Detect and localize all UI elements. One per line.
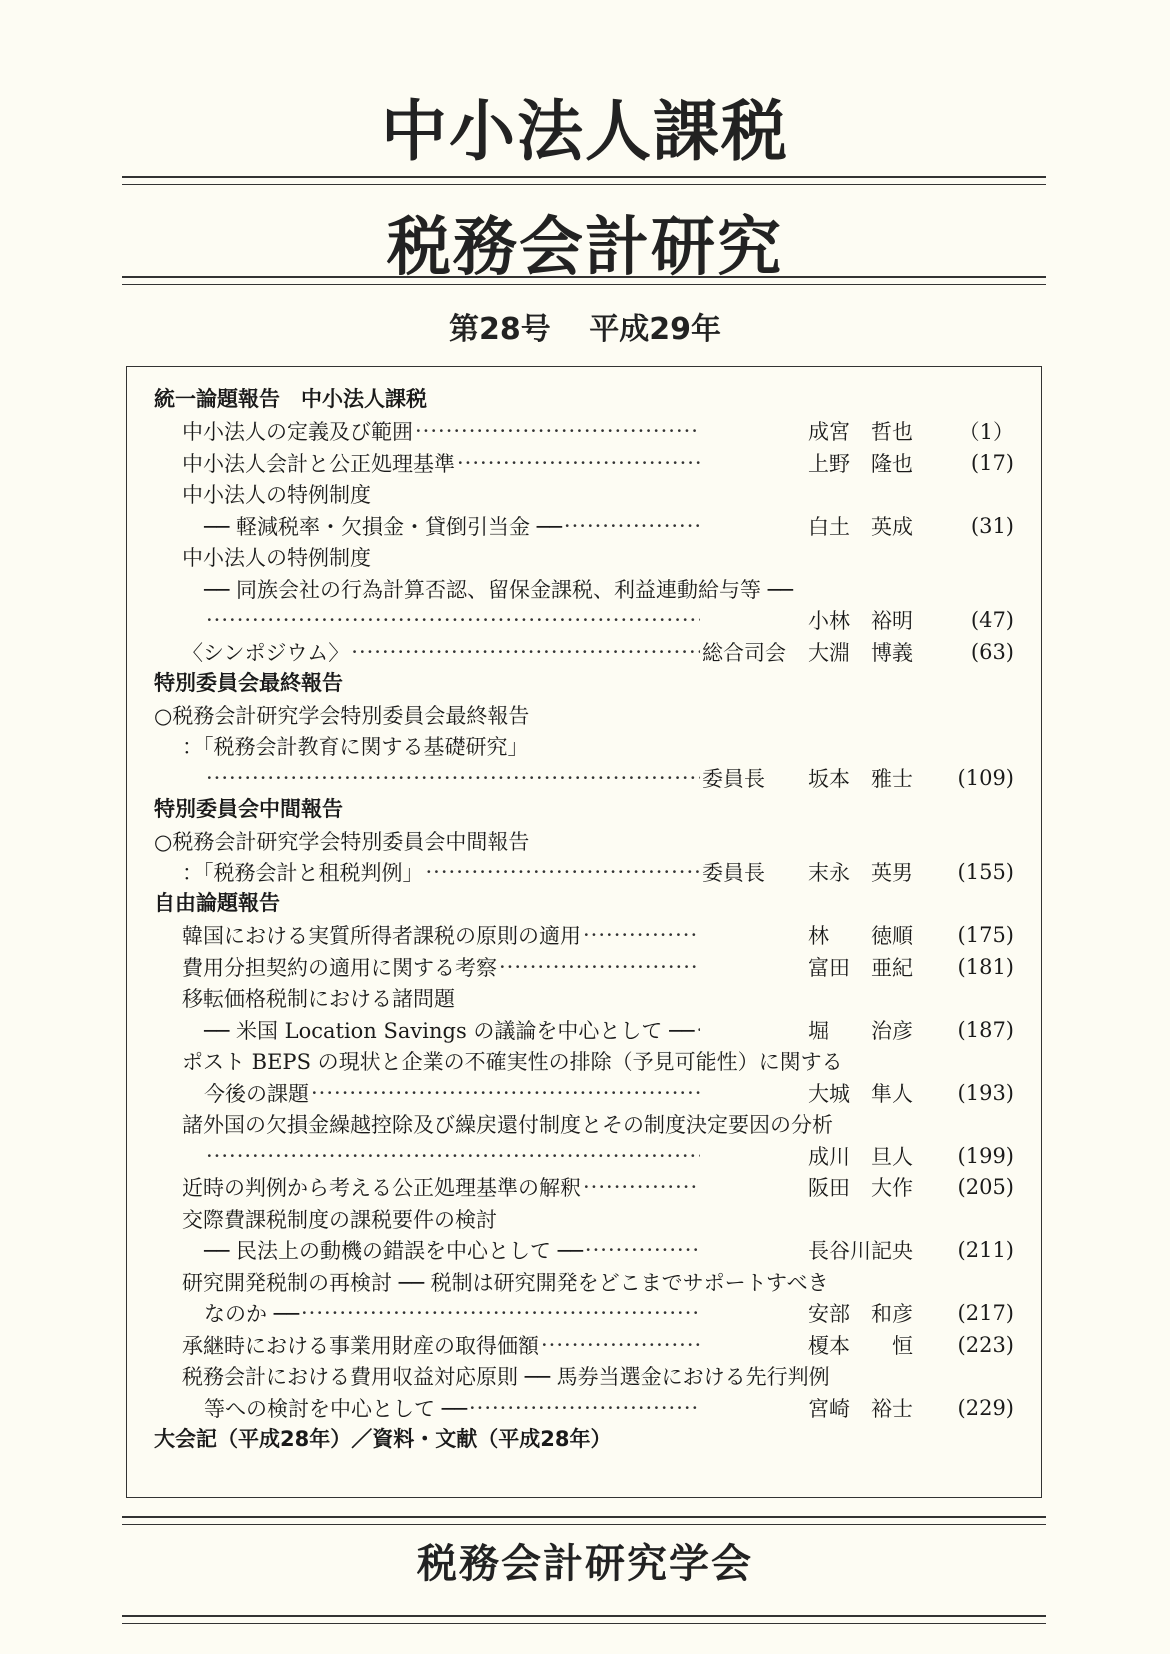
toc-entry-page: (223) <box>957 1332 1014 1357</box>
dot-leader <box>206 608 700 632</box>
dot-leader <box>696 1018 700 1042</box>
toc-entry-author: 長谷川記央 <box>808 1239 913 1264</box>
toc-entry-page: （1） <box>958 420 1014 445</box>
toc-entry-author: 阪田 大作 <box>808 1176 913 1201</box>
toc-entry <box>154 1046 1014 1078</box>
toc-entry <box>154 731 1014 763</box>
table-of-contents <box>154 384 1014 1455</box>
toc-entry-title: 〈シンポジウム〉 <box>182 640 350 665</box>
toc-entry <box>154 510 1014 542</box>
dot-leader <box>301 1301 700 1325</box>
toc-entry-author: 白土 英成 <box>808 514 913 539</box>
dot-leader <box>311 1081 700 1105</box>
toc-entry-author: 大城 隼人 <box>808 1081 913 1106</box>
toc-entry <box>154 479 1014 511</box>
divider <box>122 1516 1046 1525</box>
toc-entry <box>154 1298 1014 1330</box>
toc-entry-title: ── 軽減税率・欠損金・貸倒引当金 ── <box>204 514 562 539</box>
dot-leader <box>426 860 701 884</box>
toc-section-heading: 自由論題報告 <box>154 891 280 915</box>
toc-entry <box>154 1266 1014 1298</box>
dot-leader <box>541 1333 700 1357</box>
journal-title: 税務会計研究 <box>387 211 783 285</box>
toc-entry <box>154 416 1014 448</box>
toc-entry-title: 交際費課税制度の課税要件の検討 <box>182 1207 497 1232</box>
toc-section-heading: 大会記（平成28年）／資料・文献（平成28年） <box>154 1426 612 1451</box>
toc-entry-author: 榎本 恒 <box>808 1333 913 1358</box>
toc-entry-role: 委員長 <box>702 766 765 791</box>
toc-entry-author: 末永 英男 <box>808 861 913 886</box>
dot-leader <box>206 766 700 790</box>
toc-entry <box>154 1140 1014 1172</box>
toc-entry-page: (47) <box>970 608 1014 633</box>
toc-entry-title: 等への検討を中心として ── <box>204 1396 467 1421</box>
toc-entry <box>154 825 1014 857</box>
toc-entry <box>154 1203 1014 1235</box>
toc-entry-title: ── 米国 Location Savings の議論を中心として ── <box>204 1018 695 1043</box>
divider <box>122 1615 1046 1624</box>
toc-entry-title: 中小法人の定義及び範囲 <box>182 420 413 445</box>
issue-number: 第28号 <box>449 312 551 347</box>
toc-entry-page: (187) <box>957 1017 1014 1042</box>
toc-entry <box>154 699 1014 731</box>
toc-entry-title: 近時の判例から考える公正処理基準の解釈 <box>182 1176 581 1201</box>
toc-entry-author: 林 徳順 <box>808 924 913 949</box>
toc-entry-author: 堀 治彦 <box>808 1018 913 1043</box>
divider <box>122 276 1046 285</box>
toc-entry-title: ○税務会計研究学会特別委員会最終報告 <box>154 703 530 728</box>
toc-entry-author: 上野 隆也 <box>808 451 913 476</box>
issue-info <box>0 304 1170 348</box>
toc-entry-page: (229) <box>957 1395 1014 1420</box>
toc-entry-page: (175) <box>957 923 1014 948</box>
toc-entry-author: 成川 旦人 <box>808 1144 913 1169</box>
toc-entry <box>154 951 1014 983</box>
toc-entry-author: 富田 亜紀 <box>808 955 913 980</box>
toc-entry-page: (211) <box>957 1238 1014 1263</box>
toc-entry-author: 成宮 哲也 <box>808 420 913 445</box>
toc-entry-page: (193) <box>957 1080 1014 1105</box>
toc-entry <box>154 1329 1014 1361</box>
dot-leader <box>585 1238 700 1262</box>
toc-entry-page: (205) <box>957 1175 1014 1200</box>
toc-entry-page: (109) <box>957 765 1014 790</box>
toc-entry-page: (199) <box>957 1143 1014 1168</box>
toc-entry-role: 委員長 <box>702 861 765 886</box>
dot-leader <box>499 955 700 979</box>
dot-leader <box>469 1396 700 1420</box>
toc-entry-page: (17) <box>970 450 1014 475</box>
toc-entry-role: 総合司会 <box>702 640 786 665</box>
toc-entry <box>154 636 1014 668</box>
toc-entry-author: 小林 裕明 <box>808 609 913 634</box>
dot-leader <box>583 923 700 947</box>
toc-entry-page: (31) <box>970 513 1014 538</box>
toc-entry-title: 中小法人会計と公正処理基準 <box>182 451 455 476</box>
toc-entry-title: 韓国における実質所得者課税の原則の適用 <box>182 924 581 949</box>
toc-entry-page: (217) <box>957 1301 1014 1326</box>
toc-entry <box>154 1361 1014 1393</box>
toc-entry <box>154 1014 1014 1046</box>
toc-entry-title: 中小法人の特例制度 <box>182 483 371 508</box>
toc-entry-title: 税務会計における費用収益対応原則 ── 馬券当選金における先行判例 <box>182 1365 830 1390</box>
toc-entry-title: 費用分担契約の適用に関する考察 <box>182 955 497 980</box>
toc-entry <box>154 857 1014 889</box>
dot-leader <box>351 640 700 664</box>
main-title: 中小法人課税 <box>381 93 789 170</box>
toc-entry <box>154 1109 1014 1141</box>
toc-entry <box>154 542 1014 574</box>
toc-entry-title: 移転価格税制における諸問題 <box>182 987 455 1012</box>
divider <box>122 176 1046 185</box>
toc-entry <box>154 1235 1014 1267</box>
toc-entry <box>154 605 1014 637</box>
toc-entry-title: ：「税務会計と租税判例」 <box>182 861 424 886</box>
issue-year: 平成29年 <box>589 312 721 347</box>
toc-entry-title: なのか ── <box>204 1302 299 1327</box>
toc-entry-title: 中小法人の特例制度 <box>182 546 371 571</box>
toc-entry <box>154 920 1014 952</box>
toc-entry <box>154 1172 1014 1204</box>
toc-entry-title: ── 同族会社の行為計算否認、留保金課税、利益連動給与等 ── <box>204 577 793 602</box>
toc-entry <box>154 983 1014 1015</box>
toc-entry-title: ── 民法上の動機の錯誤を中心として ── <box>204 1239 583 1264</box>
dot-leader <box>206 1144 700 1168</box>
toc-section-heading: 特別委員会最終報告 <box>154 670 343 695</box>
toc-entry <box>154 762 1014 794</box>
toc-entry <box>154 1392 1014 1424</box>
toc-entry-page: (155) <box>957 860 1014 885</box>
toc-entry-title: ○税務会計研究学会特別委員会中間報告 <box>154 829 530 854</box>
toc-entry-page: (63) <box>970 639 1014 664</box>
toc-entry-author: 安部 和彦 <box>808 1302 913 1327</box>
toc-entry-title: 今後の課題 <box>204 1081 309 1106</box>
toc-entry <box>154 447 1014 479</box>
toc-entry-author: 大淵 博義 <box>808 640 913 665</box>
toc-entry-title: 承継時における事業用財産の取得価額 <box>182 1333 539 1358</box>
dot-leader <box>415 419 700 443</box>
toc-entry-title: ：「税務会計教育に関する基礎研究」 <box>182 735 529 760</box>
dot-leader <box>564 514 700 538</box>
toc-entry-title: 研究開発税制の再検討 ── 税制は研究開発をどこまでサポートすべき <box>182 1270 829 1295</box>
toc-entry-title: 諸外国の欠損金繰越控除及び繰戻還付制度とその制度決定要因の分析 <box>182 1113 833 1138</box>
toc-entry-title: ポスト BEPS の現状と企業の不確実性の排除（予見可能性）に関する <box>182 1050 843 1075</box>
toc-entry-author: 宮崎 裕士 <box>808 1396 913 1421</box>
toc-entry-author: 坂本 雅士 <box>808 766 913 791</box>
toc-entry-page: (181) <box>957 954 1014 979</box>
toc-entry <box>154 1077 1014 1109</box>
toc-section-heading: 統一論題報告 中小法人課税 <box>154 387 427 411</box>
publisher-name: 税務会計研究学会 <box>417 1541 753 1587</box>
dot-leader <box>457 451 700 475</box>
toc-section-heading: 特別委員会中間報告 <box>154 796 343 821</box>
toc-entry <box>154 573 1014 605</box>
dot-leader <box>583 1175 700 1199</box>
